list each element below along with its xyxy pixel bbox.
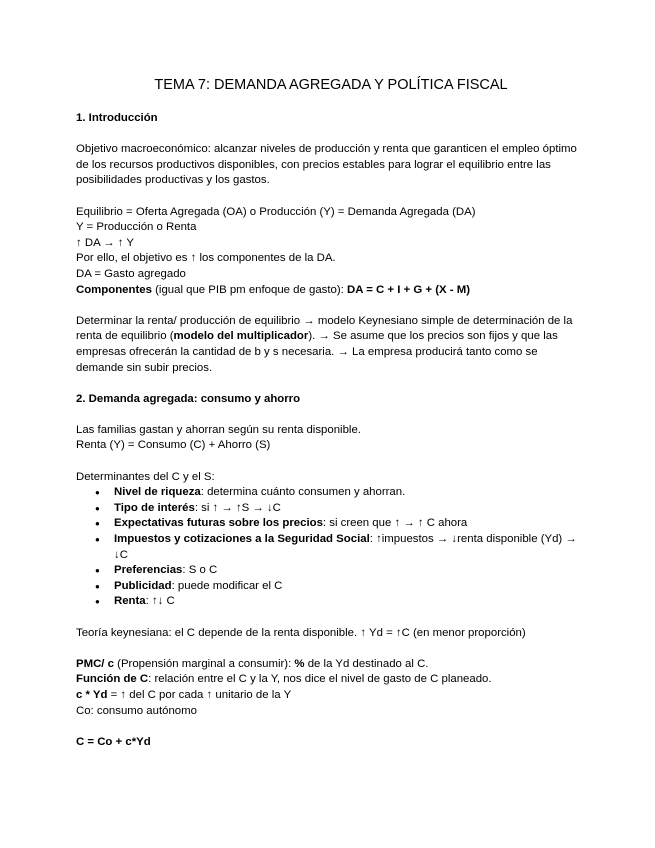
bullet-label: Nivel de riqueza — [114, 486, 201, 499]
bullet-label: Tipo de interés — [114, 501, 195, 514]
renta-text-a: Determinar la renta/ producción de equilibrio → modelo Keynesiano simple de determinación de la renta de equilibrio ( — [76, 314, 573, 343]
c-yd-label: c * Yd — [76, 688, 108, 701]
list-item — [114, 501, 586, 517]
list-item — [114, 594, 586, 610]
pmc-text-a: (Propensión marginal a consumir): — [113, 657, 295, 670]
bullet-text: : si creen que ↑ → ↑ C ahora — [322, 517, 468, 530]
line-co: Co: consumo autónomo — [76, 704, 197, 717]
da-formula: DA = C + I + G + (X - M) — [347, 283, 470, 296]
list-item — [114, 532, 586, 563]
componentes-mid: (igual que PIB pm enfoque de gasto): — [151, 283, 347, 296]
bullet-text: : si ↑ → ↑S → ↓C — [194, 501, 281, 514]
line-renta-consumo-ahorro: Renta (Y) = Consumo (C) + Ahorro (S) — [76, 439, 271, 452]
funcion-c-text: : relación entre el C y la Y, nos dice el nivel de gasto de C planeado. — [148, 673, 492, 686]
paragraph-pmc — [76, 657, 586, 719]
c-yd-text: = ↑ del C por cada ↑ unitario de la Y — [107, 688, 292, 701]
formula-consumo-text: C = Co + c*Yd — [76, 735, 151, 748]
bullet-label: Renta — [114, 595, 146, 608]
bullet-label: Expectativas futuras sobre los precios — [114, 517, 323, 530]
line-objetivo: Por ello, el objetivo es ↑ los componentes de la DA. — [76, 252, 336, 265]
pmc-label: PMC/ c — [76, 657, 114, 670]
line-funcion-c — [76, 672, 586, 688]
pmc-text-b: de la Yd destinado al C. — [304, 657, 429, 670]
determinantes-list — [76, 485, 586, 610]
paragraph-familias — [76, 423, 586, 454]
list-item — [114, 485, 586, 501]
pmc-percent: % — [294, 657, 305, 670]
funcion-c-label: Función de C — [76, 673, 149, 686]
list-item — [114, 579, 586, 595]
bullet-text: : determina cuánto consumen y ahorran. — [200, 486, 406, 499]
bullet-text: : S o C — [182, 564, 218, 577]
bullet-text: : ↑impuestos → ↓renta disponible (Yd) → ↓C — [114, 533, 577, 561]
line-y-definicion: Y = Producción o Renta — [76, 221, 197, 234]
section-heading-introduccion: 1. Introducción — [76, 112, 158, 124]
paragraph-objetivo: Objetivo macroeconómico: alcanzar niveles de producción y renta que garanticen el empleo óptimo de los recursos productivos disponibles, con precios estables para lograr el equilibrio entre las posibilidades productivas y los gastos. — [76, 143, 577, 187]
bullet-label: Impuestos y cotizaciones a la Seguridad Social — [114, 533, 370, 546]
line-c-yd — [76, 688, 586, 704]
formula-consumo — [76, 735, 586, 751]
list-item — [114, 516, 586, 532]
determinantes-intro: Determinantes del C y el S: — [76, 470, 215, 483]
line-componentes — [76, 283, 586, 299]
paragraph-renta-equilibrio — [76, 314, 586, 376]
bullet-label: Publicidad — [114, 579, 172, 592]
line-da-y: ↑ DA → ↑ Y — [76, 236, 135, 249]
line-familias: Las familias gastan y ahorran según su renta disponible. — [76, 423, 361, 436]
line-da-gasto: DA = Gasto agregado — [76, 267, 186, 280]
document-page — [76, 76, 586, 766]
bullet-text: : puede modificar el C — [171, 579, 283, 592]
page-title: TEMA 7: DEMANDA AGREGADA Y POLÍTICA FISCAL — [154, 77, 508, 93]
componentes-label: Componentes — [76, 283, 152, 296]
modelo-multiplicador: modelo del multiplicador — [173, 330, 309, 343]
line-equilibrio: Equilibrio = Oferta Agregada (OA) o Producción (Y) = Demanda Agregada (DA) — [76, 205, 476, 218]
bullet-label: Preferencias — [114, 564, 183, 577]
paragraph-equilibrio — [76, 205, 586, 299]
paragraph-teoria-keynesiana: Teoría keynesiana: el C depende de la renta disponible. ↑ Yd = ↑C (en menor proporción) — [76, 626, 526, 639]
bullet-text: : ↑↓ C — [145, 595, 175, 608]
line-pmc — [76, 657, 586, 673]
section-heading-demanda-agregada: 2. Demanda agregada: consumo y ahorro — [76, 392, 301, 405]
renta-text-b: ). → Se asume que los precios son fijos y que las empresas ofrecerán la cantidad de b y s necesaria. → La empresa producirá tanto como se demande sin subir precios. — [76, 330, 558, 374]
list-item — [114, 563, 586, 579]
